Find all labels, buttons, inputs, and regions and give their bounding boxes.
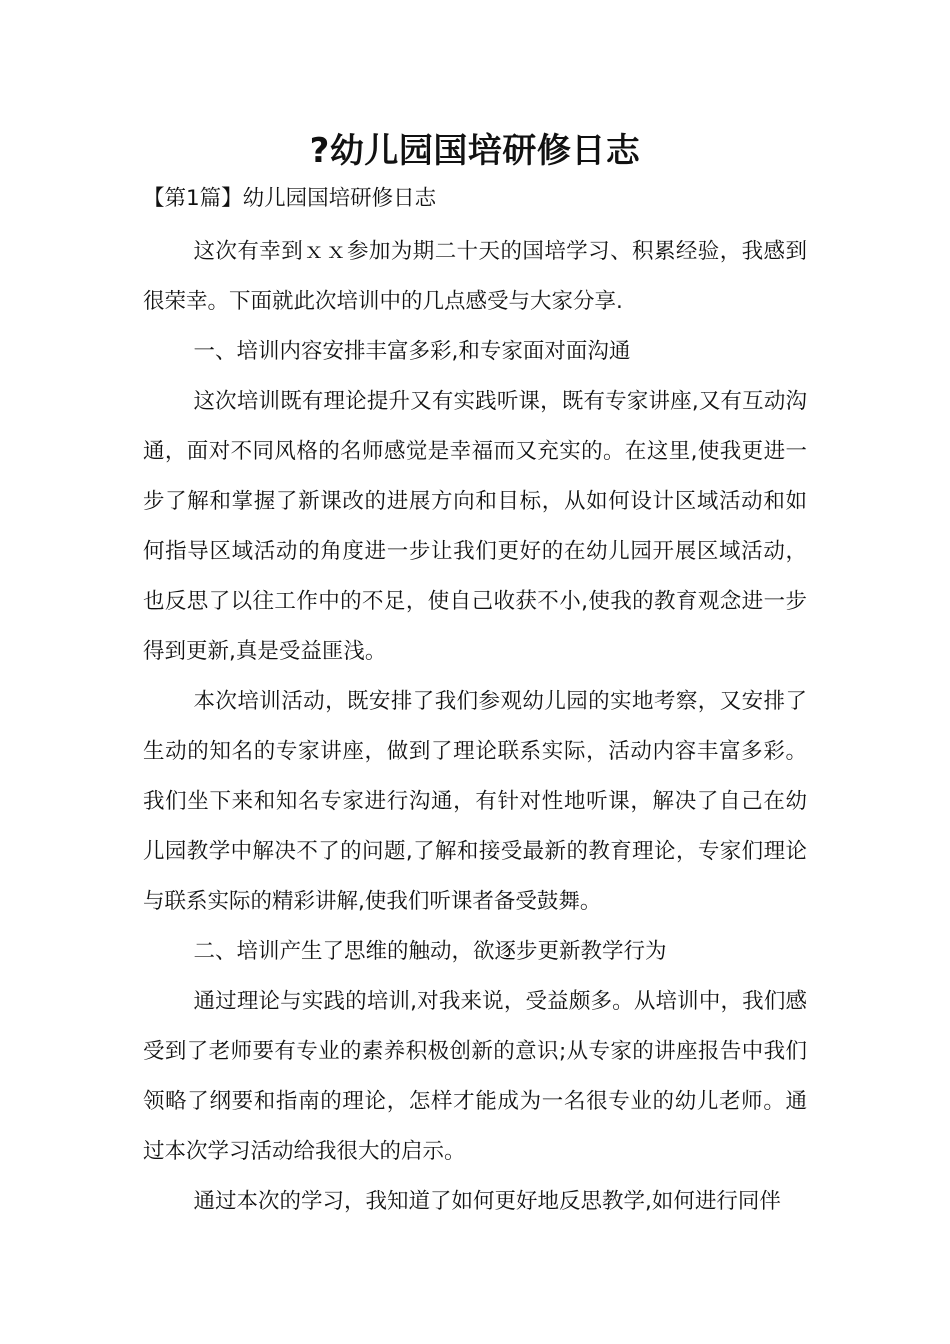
section-heading-1: 一、培训内容安排丰富多彩,和专家面对面沟通	[193, 339, 631, 364]
document-subtitle: 【第1篇】幼儿园国培研修日志	[143, 186, 437, 211]
paragraph: 本次培训活动，既安排了我们参观幼儿园的实地考察，又安排了生动的知名的专家讲座，做到了理论联系实际，活动内容丰富多彩。我们坐下来和知名专家进行沟通，有针对性地听课，解决了自己在幼儿园教学中解决不了的问题,了解和接受最新的教育理论，专家们理论与联系实际的精彩讲解,使我们听课者备受鼓舞。	[143, 689, 807, 914]
paragraph-intro: 这次有幸到ｘｘ参加为期二十天的国培学习、积累经验，我感到很荣幸。下面就此次培训中的几点感受与大家分享.	[143, 239, 807, 314]
document-body	[143, 227, 807, 1227]
section-heading-2: 二、培训产生了思维的触动，欲逐步更新教学行为	[193, 939, 667, 964]
paragraph: 这次培训既有理论提升又有实践听课，既有专家讲座,又有互动沟通，面对不同风格的名师感觉是幸福而又充实的。在这里,使我更进一步了解和掌握了新课改的进展方向和目标，从如何设计区域活动和如何指导区域活动的角度进一步让我们更好的在幼儿园开展区域活动，也反思了以往工作中的不足，使自己收获不小,使我的教育观念进一步得到更新,真是受益匪浅。	[143, 389, 807, 664]
document-title: ?幼儿园国培研修日志	[309, 131, 641, 171]
paragraph: 通过本次的学习，我知道了如何更好地反思教学,如何进行同伴	[193, 1189, 781, 1214]
paragraph: 通过理论与实践的培训,对我来说，受益颇多。从培训中，我们感受到了老师要有专业的素养积极创新的意识;从专家的讲座报告中我们领略了纲要和指南的理论，怎样才能成为一名很专业的幼儿老师。通过本次学习活动给我很大的启示。	[143, 989, 807, 1164]
